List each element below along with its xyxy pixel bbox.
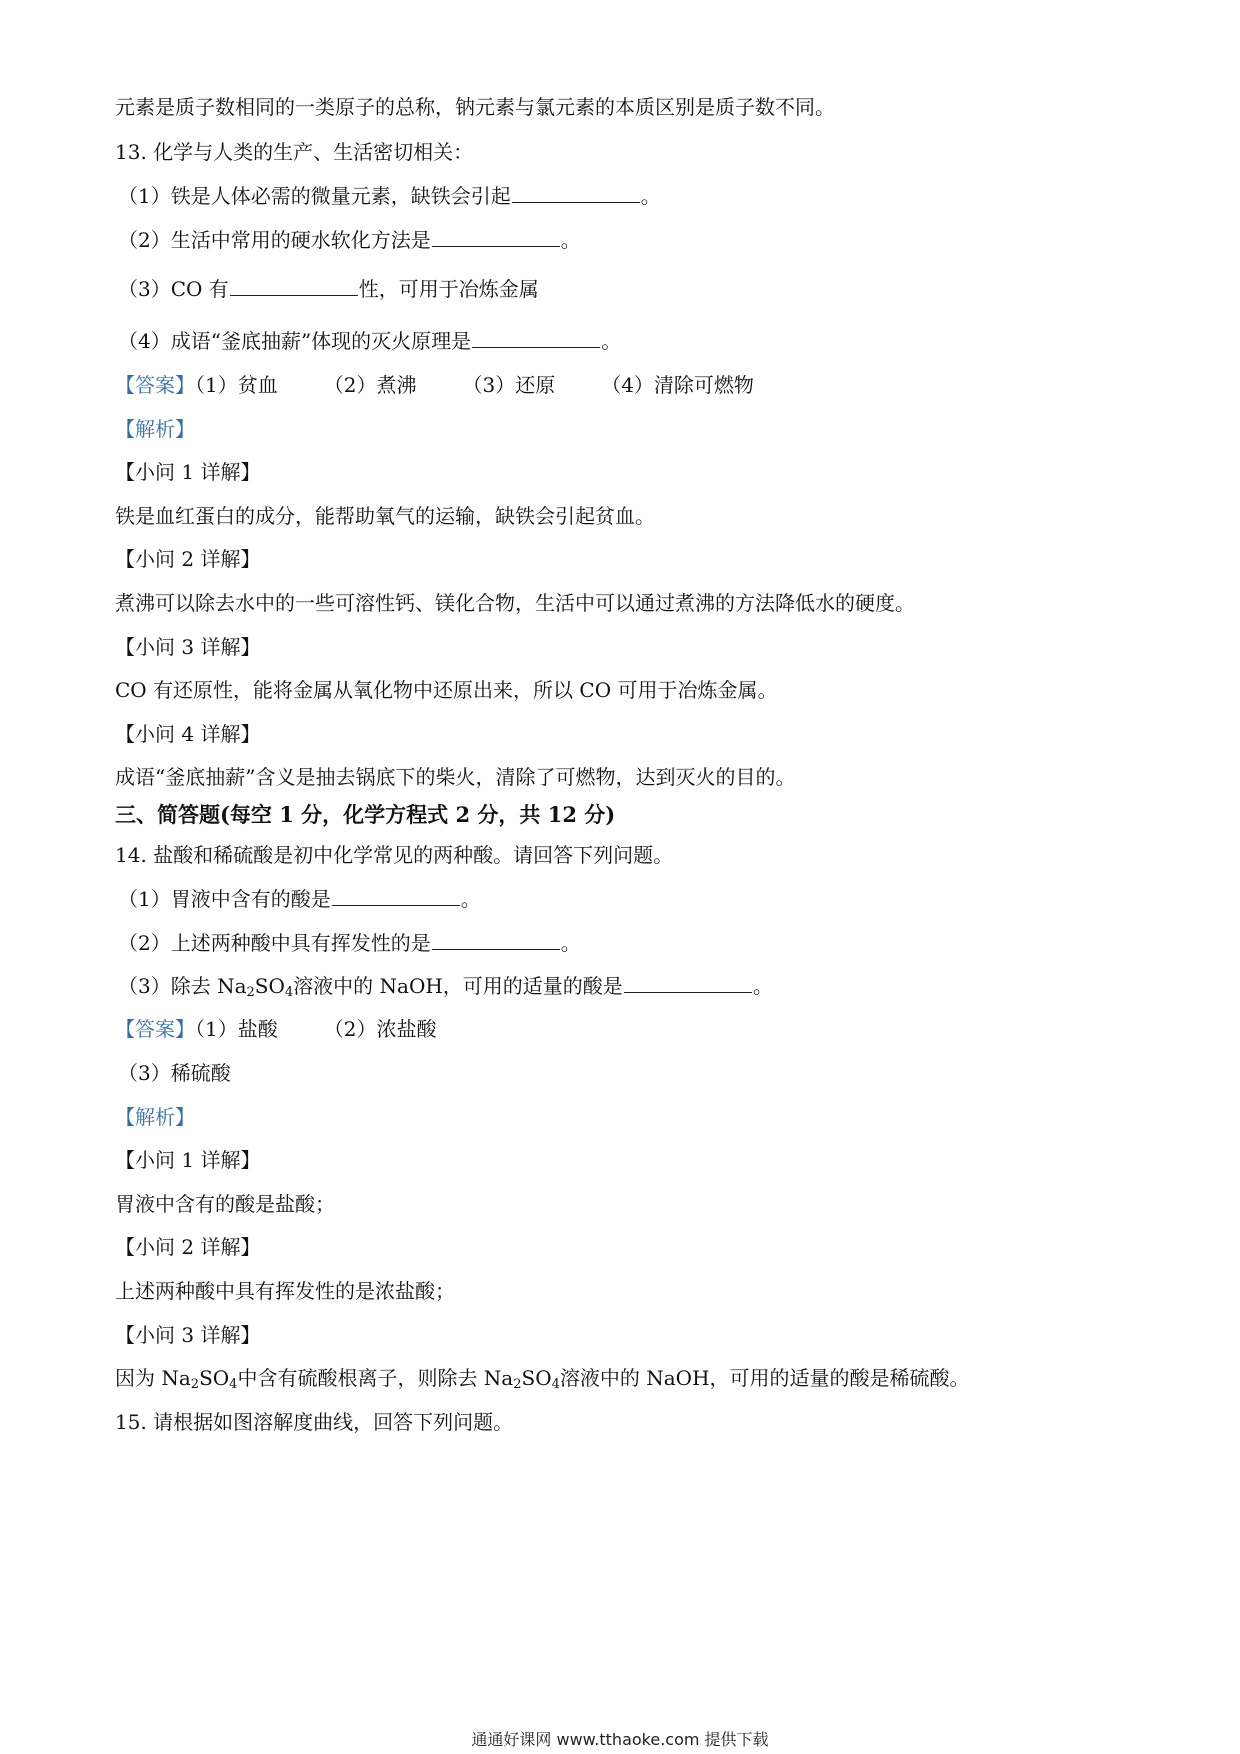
subscript: 2 [513,1377,522,1392]
question-text: （3）除去 Na [118,974,247,998]
question-text: 。 [601,329,622,353]
question-13-part-4 [118,328,621,354]
question-text: （1）胃液中含有的酸是 [118,887,331,911]
answer-blank [332,887,460,906]
subscript: 4 [284,985,294,1000]
answer-item: （1）贫血 [195,373,278,397]
page-footer: 通通好课网 www.tthaoke.com 提供下载 [471,1730,769,1749]
explanation-part: 因为 Na [115,1366,191,1390]
subscript: 4 [229,1377,238,1392]
question-14-answer [115,1016,436,1042]
subscript: 2 [246,985,255,1000]
question-text: （3）CO 有 [118,277,229,301]
subquestion-heading: 【小问 4 详解】 [115,722,261,746]
question-13-part-2 [118,227,581,253]
explanation-text: 成语“釜底抽薪”含义是抽去锅底下的柴火，清除了可燃物，达到灭火的目的。 [115,765,796,789]
explanation-text: 煮沸可以除去水中的一些可溶性钙、镁化合物，生活中可以通过煮沸的方法降低水的硬度。 [115,591,915,615]
question-text: （2）上述两种酸中具有挥发性的是 [118,931,431,955]
answer-item: （2）浓盐酸 [323,1017,437,1041]
question-13-title: 13. 化学与人类的生产、生活密切相关： [115,140,474,164]
question-text: （1）铁是人体必需的微量元素，缺铁会引起 [118,184,511,208]
answer-item: （3）还原 [462,373,556,397]
question-text: 。 [560,228,581,252]
question-text: 性，可用于冶炼金属 [358,277,539,301]
question-text: SO [254,974,285,998]
subquestion-heading: 【小问 1 详解】 [115,1148,261,1172]
section-heading: 三、简答题(每空 1 分，化学方程式 2 分，共 12 分) [115,802,616,827]
question-14-title: 14. 盐酸和稀硫酸是初中化学常见的两种酸。请回答下列问题。 [115,843,674,867]
analysis-label: 【解析】 [115,417,195,441]
question-13-answer [115,372,754,398]
question-14-part-2 [118,930,581,956]
question-text: 。 [752,974,773,998]
explanation-part: SO [199,1366,230,1390]
question-text: 溶液中的 NaOH，可用的适量的酸是 [293,974,623,998]
question-text: （2）生活中常用的硬水软化方法是 [118,228,431,252]
answer-blank [472,329,600,348]
answer-blank [432,931,560,950]
text-line: 元素是质子数相同的一类原子的总称，钠元素与氯元素的本质区别是质子数不同。 [115,95,835,119]
question-text: （4）成语“釜底抽薪”体现的灭火原理是 [118,329,472,353]
answer-item: （2）煮沸 [323,373,417,397]
question-13-part-1 [118,183,661,209]
subquestion-heading: 【小问 3 详解】 [115,1323,261,1347]
explanation-text [115,1365,970,1391]
answer-label: 【答案】 [115,373,195,397]
question-13-part-3 [118,276,539,302]
subquestion-heading: 【小问 2 详解】 [115,547,261,571]
explanation-text: 上述两种酸中具有挥发性的是浓盐酸； [115,1279,455,1303]
question-14-part-1 [118,886,481,912]
subquestion-heading: 【小问 1 详解】 [115,460,261,484]
question-15-title: 15. 请根据如图溶解度曲线，回答下列问题。 [115,1410,514,1434]
explanation-text: 铁是血红蛋白的成分，能帮助氧气的运输，缺铁会引起贫血。 [115,504,655,528]
answer-item: （4）清除可燃物 [601,373,754,397]
question-14-part-3 [118,973,773,999]
explanation-text: 胃液中含有的酸是盐酸； [115,1192,335,1216]
subquestion-heading: 【小问 3 详解】 [115,635,261,659]
subscript: 4 [551,1377,560,1392]
answer-blank [512,184,640,203]
subscript: 2 [190,1377,200,1392]
subquestion-heading: 【小问 2 详解】 [115,1235,261,1259]
answer-blank [230,277,358,296]
analysis-label: 【解析】 [115,1105,195,1129]
answer-label: 【答案】 [115,1017,195,1041]
question-text: 。 [460,887,481,911]
answer-blank [624,974,752,993]
answer-item: （1）盐酸 [195,1017,278,1041]
explanation-text: CO 有还原性，能将金属从氧化物中还原出来，所以 CO 可用于冶炼金属。 [115,678,778,702]
question-text: 。 [560,931,581,955]
explanation-part: 中含有硫酸根离子，则除去 Na [237,1366,514,1390]
question-text: 。 [640,184,661,208]
explanation-part: SO [521,1366,552,1390]
answer-blank [432,228,560,247]
explanation-part: 溶液中的 NaOH，可用的适量的酸是稀硫酸。 [559,1366,970,1390]
answer-item: （3）稀硫酸 [118,1061,231,1085]
